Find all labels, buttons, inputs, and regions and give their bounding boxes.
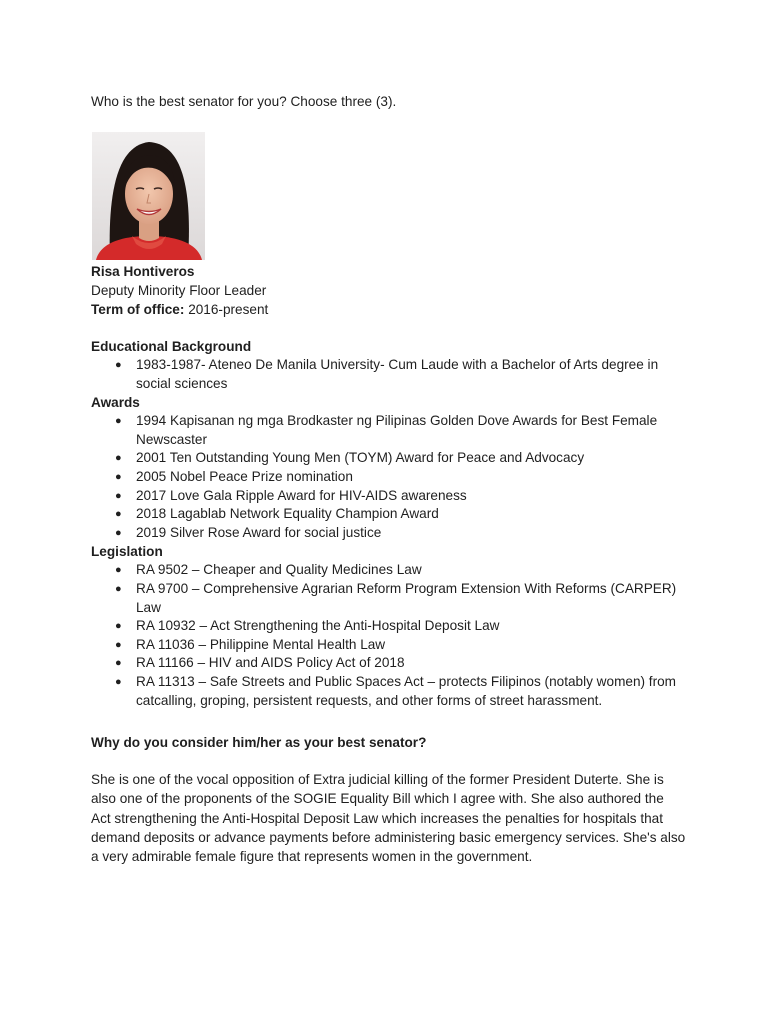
list-item-text: 2019 Silver Rose Award for social justice — [136, 524, 382, 540]
bullet-icon: ● — [115, 452, 122, 465]
term-value: 2016-present — [188, 302, 269, 317]
list-item — [91, 561, 686, 580]
list-item-text: 2005 Nobel Peace Prize nomination — [136, 468, 353, 484]
list-item-text: RA 9502 – Cheaper and Quality Medicines Law — [136, 562, 422, 578]
bullet-icon: ● — [115, 657, 122, 670]
term-label: Term of office: — [91, 302, 185, 317]
education-heading: Educational Background — [91, 339, 252, 354]
list-item — [91, 356, 686, 393]
bullet-icon: ● — [115, 359, 122, 371]
list-item — [91, 654, 686, 673]
list-item — [91, 617, 686, 636]
list-item — [91, 524, 686, 543]
awards-heading: Awards — [91, 395, 140, 411]
bullet-icon: ● — [115, 582, 122, 595]
why-heading: Why do you consider him/her as your best senator? — [91, 735, 427, 750]
senator-position: Deputy Minority Floor Leader — [91, 283, 267, 298]
senator-photo — [92, 132, 205, 260]
list-item — [91, 636, 686, 655]
list-item — [91, 468, 686, 487]
list-item-text: RA 11166 – HIV and AIDS Policy Act of 2018 — [136, 655, 405, 671]
term-of-office — [91, 300, 691, 319]
list-item-text: 2018 Lagablab Network Equality Champion Award — [136, 506, 439, 522]
list-item — [91, 580, 686, 617]
list-item — [91, 449, 686, 468]
legislation-heading: Legislation — [91, 544, 163, 560]
bullet-icon: ● — [115, 675, 122, 688]
bullet-icon: ● — [115, 564, 122, 577]
bullet-icon: ● — [115, 489, 122, 502]
awards-list — [91, 412, 691, 542]
list-item-text: 2001 Ten Outstanding Young Men (TOYM) Award for Peace and Advocacy — [136, 450, 585, 466]
list-item-text: 2017 Love Gala Ripple Award for HIV-AIDS awareness — [136, 487, 467, 503]
list-item-text: RA 11036 – Philippine Mental Health Law — [136, 636, 386, 652]
bullet-icon: ● — [115, 470, 122, 483]
bullet-icon: ● — [115, 620, 122, 633]
legislation-list — [91, 561, 691, 710]
list-item-text: RA 10932 – Act Strengthening the Anti-Hospital Deposit Law — [136, 618, 500, 634]
senator-name: Risa Hontiveros — [91, 264, 195, 279]
bullet-icon: ● — [115, 526, 122, 539]
list-item-text: RA 9700 – Comprehensive Agrarian Reform Program Extension With Reforms (CARPER) Law — [136, 580, 677, 615]
bullet-icon: ● — [115, 508, 122, 521]
list-item — [91, 412, 686, 449]
list-item — [91, 673, 686, 710]
question-text: Who is the best senator for you? Choose three (3). — [91, 94, 397, 109]
senator-profile — [91, 262, 691, 710]
bullet-icon: ● — [115, 415, 122, 428]
list-item-text: RA 11313 – Safe Streets and Public Spaces Act – protects Filipinos (notably women) from catcalling, groping, persistent requests, and other forms of street harassment. — [136, 673, 676, 708]
why-answer-paragraph: She is one of the vocal opposition of Extra judicial killing of the former President Duterte. She is also one of the proponents of the SOGIE Equality Bill which I agree with. She also authored the Act strengthening the Anti-Hospital Deposit Law which increases the penalties for hospitals that demand deposits or advance payments before administering basic emergency services. She's also a very admirable female figure that represents women in the government. — [91, 772, 686, 865]
education-list — [91, 356, 691, 393]
list-item — [91, 505, 686, 524]
bullet-icon: ● — [115, 638, 122, 651]
list-item — [91, 487, 686, 506]
list-item-text: 1983-1987- Ateneo De Manila University- Cum Laude with a Bachelor of Arts degree in social sciences — [136, 357, 659, 391]
list-item-text: 1994 Kapisanan ng mga Brodkaster ng Pilipinas Golden Dove Awards for Best Female Newscaster — [136, 413, 658, 447]
